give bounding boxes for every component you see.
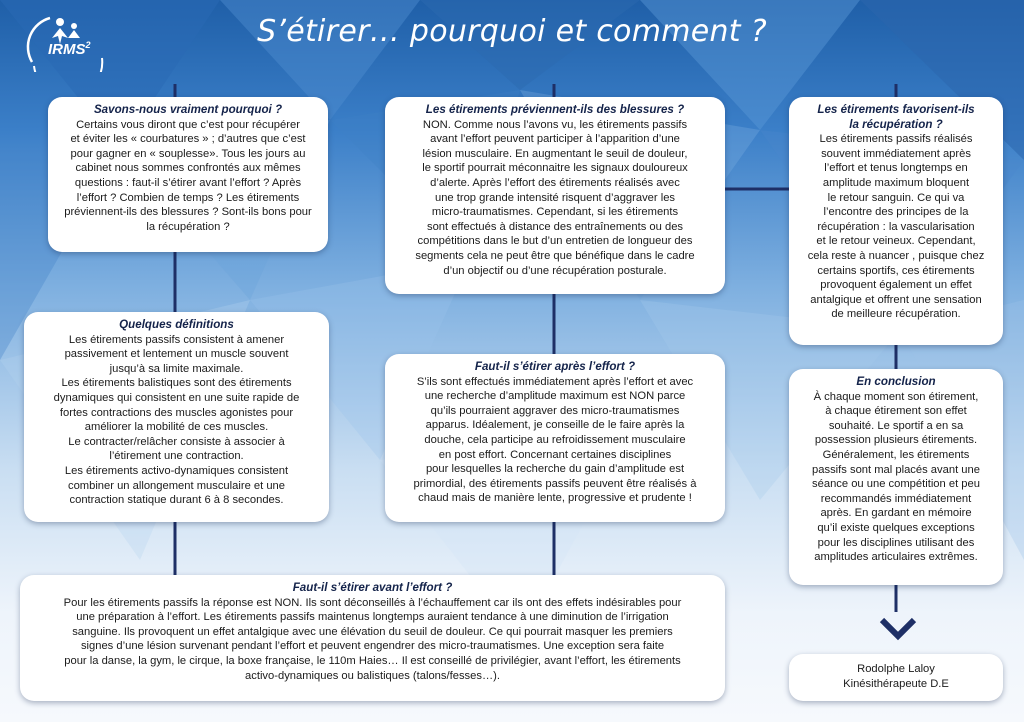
- box-definitions-body: Les étirements passifs consistent à amener passivement et lentement un muscle souvent jusqu’à sa limite maximale. Les étirements balistiques sont des étirements dynamiques qui consistent en une suite rapide de fortes contractions des muscles agonistes pour améliorer la mobilité de ces muscles. Le contracter/relâcher consiste à associer à l’étirement une contraction. Les étirements activo-dynamiques consistent combiner un allongement musculaire et une contraction statique durant 6 à 8 secondes.: [53, 333, 300, 507]
- box-conclusion: [789, 369, 1003, 585]
- box-recuperation-heading: Les étirements favorisent-ils la récupération ?: [817, 103, 975, 131]
- box-recuperation-body: Les étirements passifs réalisés souvent immédiatement après l’effort et tenus longtemps en amplitude maximum bloquent le retour sanguin. Ce qui va l’encontre des principes de la récupération : la vascularisation et le retour veineux. Cependant, cela reste à nuancer , puisque chez certains sportifs, ces étirements provoquent également un effet antalgique et offrent une sensation de meilleure récupération.: [807, 133, 985, 321]
- logo-text: IRMS$^2$: [48, 40, 91, 58]
- box-pourquoi-body: Certains vous diront que c’est pour récupérer et éviter les « courbatures » ; d’autres que c’est pour gagner en « souplesse». Tous les jours au cabinet nous sommes confrontés aux mêmes questions : faut-il s’étirer avant l’effort ? Après l’effort ? Combien de temps ? Les étirements préviennent-ils des blessures ? Sont-ils bons pour la récupération ?: [64, 118, 312, 233]
- box-avant-body: Pour les étirements passifs la réponse est NON. Ils sont déconseillés à l’échauffement car ils ont des effets indésirables pour une préparation à l’effort. Les étirements passifs maintenus longtemps auraient tendance à une diminution de l’irrigation sanguine. Ils provoquent un effet antalgique avec une élévation du seuil de douleur. Ce qui pourrait masquer les premiers signes d’une lésion survenant pendant l’effort et peuvent engendrer des micro-traumatismes. Une exception sera faite pour la danse, la gym, le cirque, la boxe française, le 110m Haies… Il est conseillé de privilégier, avant l’effort, les étirements activo-dynamiques ou balistiques (talons/fesses…).: [63, 596, 682, 682]
- box-apres-body: S’ils sont effectués immédiatement après l’effort et avec une recherche d’amplitude maximum est NON parce qu’ils pourraient aggraver des micro-traumatismes apparus. Idéalement, je conseille de le faire après la douche, cela participe au refroidissement musculaire en post effort. Concernant certaines disciplines pour lesquelles la recherche du gain d’amplitude est primordial, des étirements passifs peuvent être réalisés à chaud mais de manière lente, progressive et prudente !: [413, 375, 697, 505]
- box-definitions: [24, 312, 329, 522]
- signature-name: Rodolphe Laloy: [857, 663, 935, 675]
- page-title: S’étirer… pourquoi et comment ?: [257, 14, 767, 49]
- box-apres: [385, 354, 725, 522]
- box-blessures-heading: Les étirements préviennent-ils des blessures ?: [425, 103, 685, 116]
- box-signature: [789, 654, 1003, 701]
- signature-role: Kinésithérapeute D.E: [843, 677, 949, 690]
- box-pourquoi: [48, 97, 328, 252]
- box-blessures: [385, 97, 725, 294]
- box-definitions-heading: Quelques définitions: [119, 318, 234, 331]
- box-pourquoi-heading: Savons-nous vraiment pourquoi ?: [93, 103, 283, 116]
- box-apres-heading: Faut-il s’étirer après l’effort ?: [474, 360, 636, 373]
- chevron-down-icon: [878, 590, 918, 646]
- box-avant-heading: Faut-il s’étirer avant l’effort ?: [292, 581, 453, 594]
- box-recuperation: [789, 97, 1003, 345]
- box-conclusion-heading: En conclusion: [856, 375, 936, 388]
- box-avant: [20, 575, 725, 701]
- box-blessures-body: NON. Comme nous l’avons vu, les étirements passifs avant l’effort peuvent participer à l’apparition d’une lésion musculaire. En augmentant le seuil de douleur, le sportif pourrait méconnaitre les signaux douloureux d’alerte. Après l’effort des étirements réalisés avec une trop grande intensité risquent d’aggraver les micro-traumatismes. Cependant, si les étirements sont effectués à distance des entraînements ou des compétitions dans le but d’un entretien de longueur des segments cela ne peut être que bénéfique dans le cadre d’un objectif ou d’une récupération posturale.: [415, 118, 695, 277]
- box-conclusion-body: À chaque moment son étirement, à chaque étirement son effet souhaité. Le sportif a en sa possession plusieurs étirements. Généralement, les étirements passifs sont mal placés avant une séance ou une compétition et peu recommandés immédiatement après. En gardant en mémoire qu’il existe quelques exceptions pour les disciplines utilisant des amplitudes articulaires extrêmes.: [812, 390, 980, 564]
